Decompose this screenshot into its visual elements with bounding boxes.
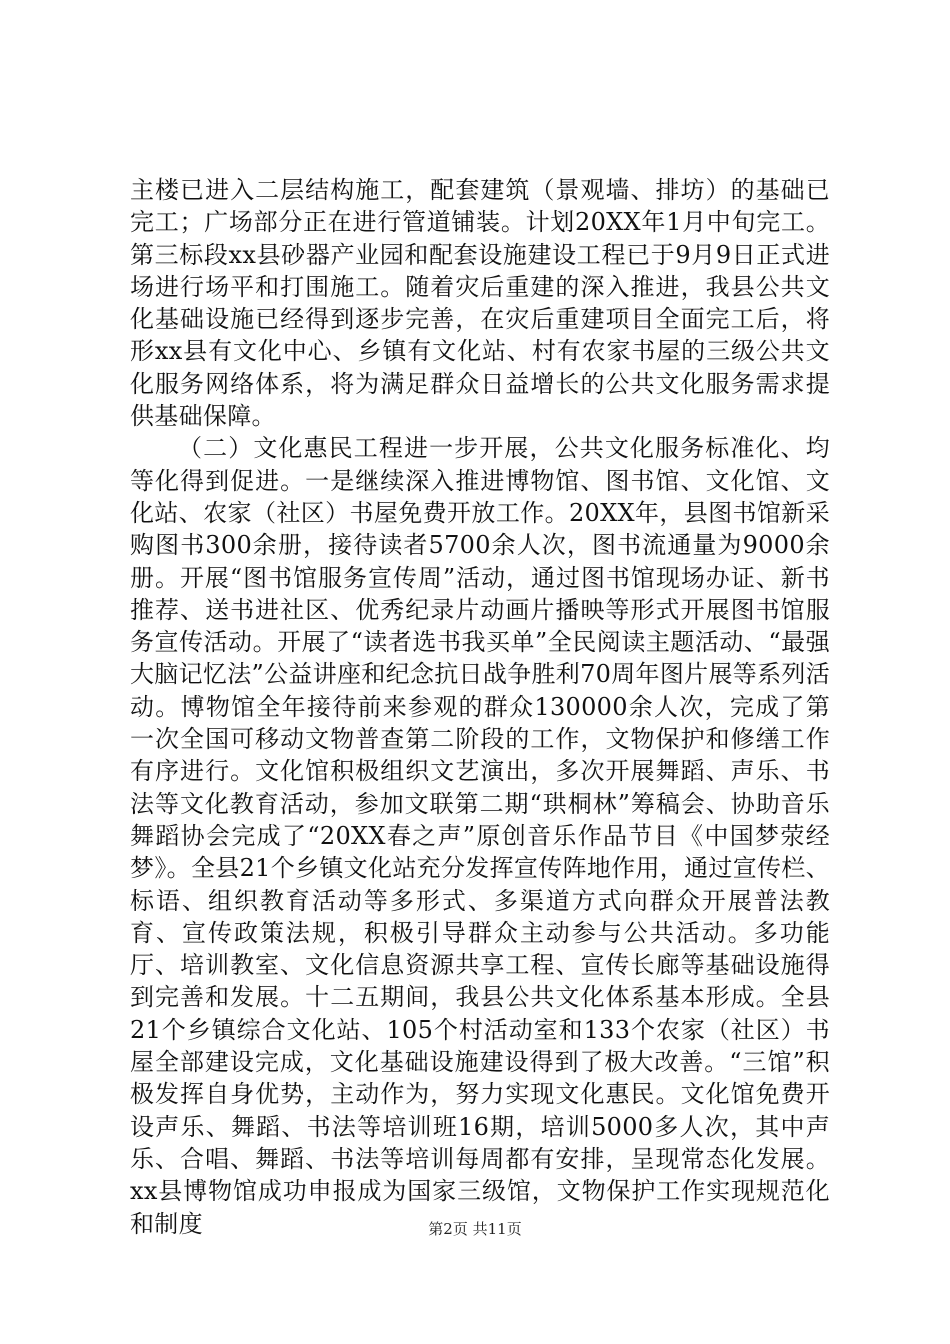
- body-text: [130, 174, 830, 1240]
- paragraph-1: 主楼已进入二层结构施工，配套建筑（景观墙、排坊）的基础已完工；广场部分正在进行管道铺装。计划20XX年1月中旬完工。第三标段xx县砂器产业园和配套设施建设工程已于9月9日正式进场进行场平和打围施工。随着灾后重建的深入推进，我县公共文化基础设施已经得到逐步完善，在灾后重建项目全面完工后，将形xx县有文化中心、乡镇有文化站、村有农家书屋的三级公共文化服务网络体系，将为满足群众日益增长的公共文化服务需求提供基础保障。: [130, 176, 830, 431]
- paragraph-2: （二）文化惠民工程进一步开展，公共文化服务标准化、均等化得到促进。一是继续深入推进博物馆、图书馆、文化馆、文化站、农家（社区）书屋免费开放工作。20XX年，县图书馆新采购图书300余册，接待读者5700余人次，图书流通量为9000余册。开展“图书馆服务宣传周”活动，通过图书馆现场办证、新书推荐、送书进社区、优秀纪录片动画片播映等形式开展图书馆服务宣传活动。开展了“读者选书我买单”全民阅读主题活动、“最强大脑记忆法”公益讲座和纪念抗日战争胜利70周年图片展等系列活动。博物馆全年接待前来参观的群众130000余人次，完成了第一次全国可移动文物普查第二阶段的工作，文物保护和修缮工作有序进行。文化馆积极组织文艺演出，多次开展舞蹈、声乐、书法等文化教育活动，参加文联第二期“珙桐林”筹稿会、协助音乐舞蹈协会完成了“20XX春之声”原创音乐作品节目《中国梦荥经梦》。全县21个乡镇文化站充分发挥宣传阵地作用，通过宣传栏、标语、组织教育活动等多形式、多渠道方式向群众开展普法教育、宣传政策法规，积极引导群众主动参与公共活动。多功能厅、培训教室、文化信息资源共享工程、宣传长廊等基础设施得到完善和发展。十二五期间，我县公共文化体系基本形成。全县21个乡镇综合文化站、105个村活动室和133个农家（社区）书屋全部建设完成，文化基础设施建设得到了极大改善。“三馆”积极发挥自身优势，主动作为，努力实现文化惠民。文化馆免费开设声乐、舞蹈、书法等培训班16期，培训5000多人次，其中声乐、合唱、舞蹈、书法等培训每周都有安排，呈现常态化发展。xx县博物馆成功申报成为国家三级馆，文物保护工作实现规范化和制度: [130, 434, 830, 1238]
- page-footer: 第2页 共11页: [428, 1220, 522, 1238]
